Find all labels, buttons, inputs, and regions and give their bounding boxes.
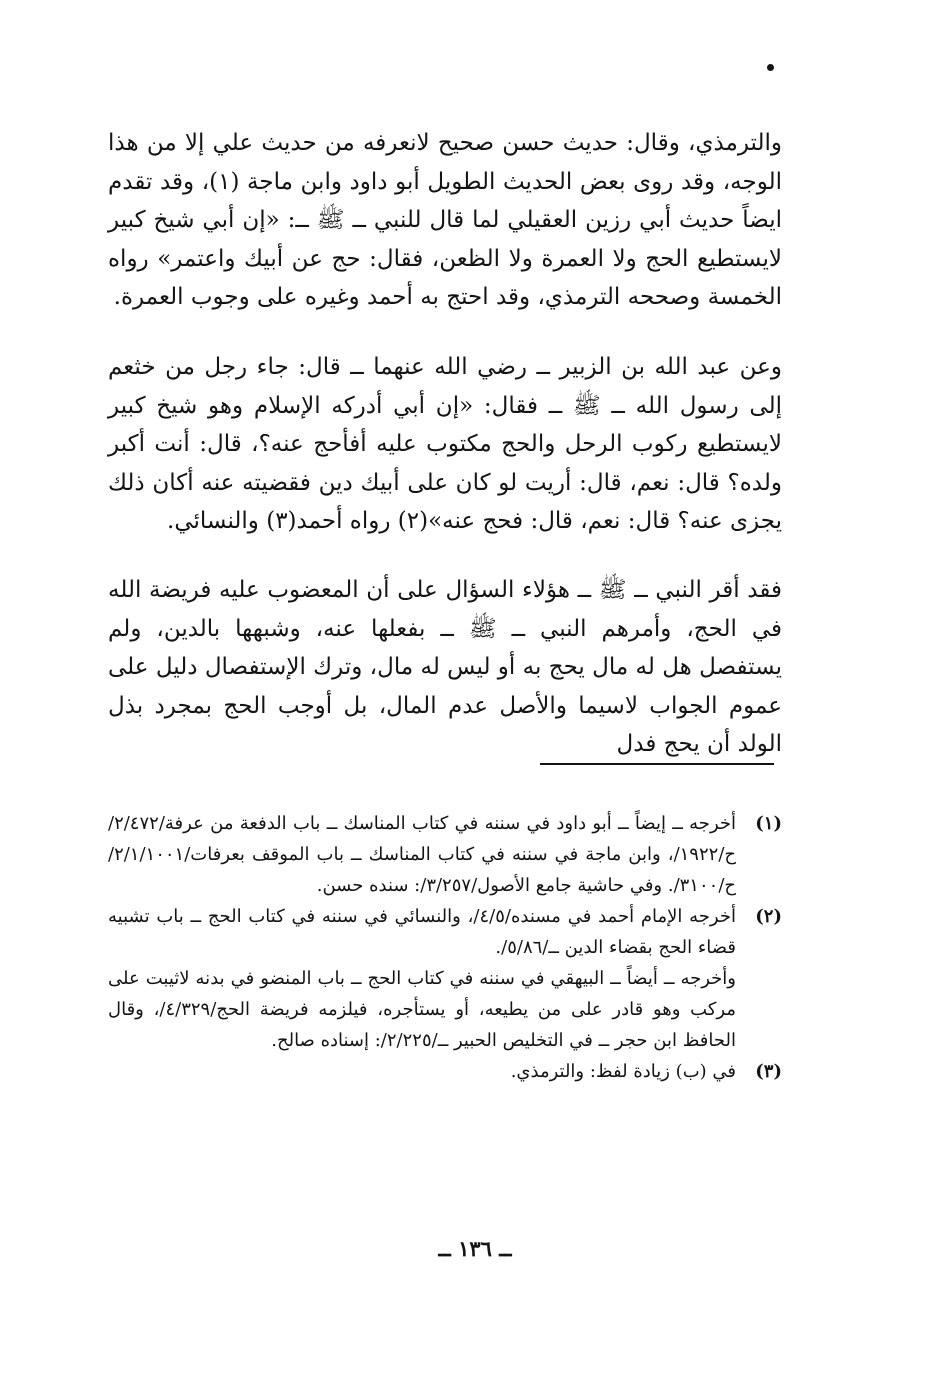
footnote-body: [108, 901, 736, 1056]
footnote-number: (٢): [755, 906, 782, 927]
footnote-separator: [540, 763, 774, 765]
footnote-text: أخرجه ــ إيضاً ــ أبو داود في سننه في كتاب المناسك ــ باب الدفعة من عرفة/٢/٤٧٢/ح/١٩٢٢/، وابن ماجة في سننه في كتاب المناسك ــ باب الموقف بعرفات/٢/١/١٠٠١/ح/٣١٠٠/. وفي حاشية جامع الأصول/٣/٢٥٧/: سنده حسن.: [108, 813, 736, 896]
footnotes-section: [108, 808, 782, 1087]
body-paragraph-1: والترمذي، وقال: حديث حسن صحيح لانعرفه من حديث علي إلا من هذا الوجه، وقد روى بعض الحديث الطويل أبو داود وابن ماجة (١)، وقد تقدم ايضاً حديث أبي رزين العقيلي لما قال للنبي ــ ﷺ ــ: «إن أبي شيخ كبير لايستطيع الحج ولا العمرة ولا الظعن، فقال: حج عن أبيك واعتمر» رواه الخمسة وصححه الترمذي، وقد احتج به أحمد وغيره على وجوب العمرة.: [108, 130, 782, 310]
page-mark-dot: [767, 64, 774, 71]
footnote-number: (٣): [755, 1061, 782, 1082]
body-paragraph-3: فقد أقر النبي ــ ﷺ ــ هؤلاء السؤال على أن المعضوب عليه فريضة الله في الحج، وأمرهم النبي ــ ﷺ ــ بفعلها عنه، وشبهها بالدين، ولم يستفصل هل له مال يحج به أو ليس له مال، وترك الإستفصال دليل على عموم الجواب لاسيما والأصل عدم المال، بل أوجب الحج بمجرد بذل الولد أن يحج فدل: [108, 577, 782, 757]
footnote-2: [108, 901, 782, 1056]
footnote-text: وأخرجه ــ أيضاً ــ البيهقي في سننه في كتاب الحج ــ باب المنضو في بدنه لاثيبت على مركب وهو قادر على من يطيعه، أو يستأجره، فيلزمه فريضة الحج/٤/٣٢٩/، وقال الحافظ ابن حجر ــ في التخليص الحبير ــ/٢/٢٢٥/: إسناده صالح.: [108, 968, 736, 1051]
footnote-text: أخرجه الإمام أحمد في مسنده/٤/٥/، والنسائي في سننه في كتاب الحج ــ باب تشبيه قضاء الحج بقضاء الدين ــ/٥/٨٦/.: [108, 906, 736, 958]
footnote-1: [108, 808, 782, 901]
footnote-text: في (ب) زيادة لفظ: والترمذي.: [510, 1061, 736, 1082]
footnote-body: [108, 808, 736, 901]
page-number: ــ ١٣٦ ــ: [438, 1236, 512, 1261]
footnote-3: [108, 1056, 782, 1087]
footnote-body: [108, 1056, 736, 1087]
body-paragraph-2: وعن عبد الله بن الزبير ــ رضي الله عنهما ــ قال: جاء رجل من خثعم إلى رسول الله ــ ﷺ ــ فقال: «إن أبي أدركه الإسلام وهو شيخ كبير لايستطيع ركوب الرحل والحج مكتوب عليه أفأحج عنه؟، قال: أنت أكبر ولده؟ قال: نعم، قال: أريت لو كان على أبيك دين فقضيته عنه أكان ذلك يجزى عنه؟ قال: نعم، قال: فحج عنه»(٢) رواه أحمد(٣) والنسائي.: [108, 354, 782, 534]
footnote-number: (١): [755, 813, 782, 834]
